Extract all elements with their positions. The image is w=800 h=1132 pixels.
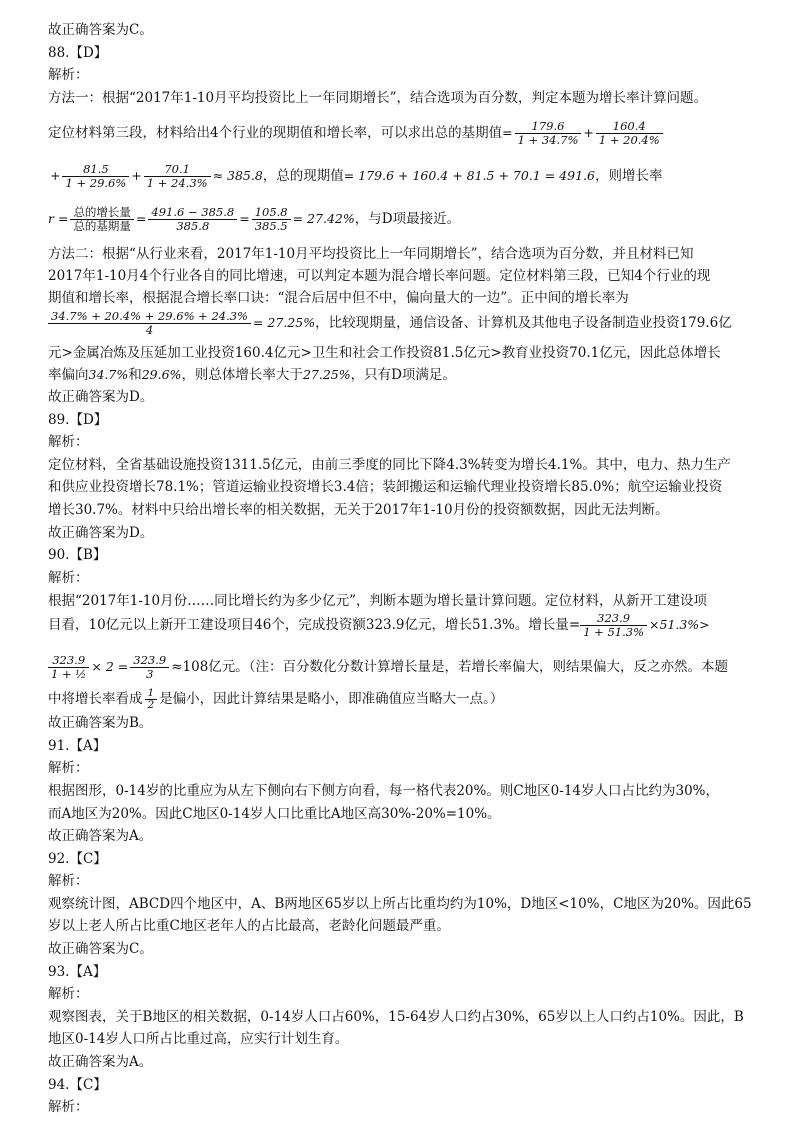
question-number-90: 90.【B】 xyxy=(48,547,107,563)
fraction-words xyxy=(70,206,134,233)
paragraph-line-half xyxy=(48,684,768,714)
question-number-92: 92.【C】 xyxy=(48,851,107,867)
plus-sign: + xyxy=(50,168,61,183)
equals-sign: = xyxy=(135,211,147,226)
paragraph-line: 岁以上老人所占比重C地区老年人的占比最高，老龄化问题最严重。 xyxy=(48,918,450,934)
fraction-denominator: 1 + 51.3% xyxy=(583,625,644,639)
formula-line-growth-amount xyxy=(48,608,768,642)
equals-sign: = xyxy=(239,211,250,226)
fraction-numerator: 34.7% + 20.4% + 29.6% + 24.3% xyxy=(48,310,251,324)
average-result: = 27.25% xyxy=(252,315,316,330)
growth-rate-result: = 27.42% xyxy=(292,211,355,226)
fraction-numerator: 105.8 xyxy=(252,206,291,220)
paragraph-line: 方法二：根据“从行业来看，2017年1-10月平均投资比上一年同期增长”，结合选项为百分数，并且材料已知 xyxy=(48,246,694,262)
answer-line: 故正确答案为B。 xyxy=(48,715,153,731)
answer-line: 故正确答案为C。 xyxy=(48,941,153,957)
paragraph-text: ≈108亿元。（注：百分数化分数计算增长量是，若增长率偏大，则结果偏大，反之亦然。本题 xyxy=(171,659,729,675)
fraction-105 xyxy=(252,206,291,233)
paragraph-text: ，与D项最接近。 xyxy=(354,211,461,227)
paragraph-text: ，总的现期值 xyxy=(262,168,344,184)
paragraph-line: 方法一：根据“2017年1-10月平均投资比上一年同期增长”，结合选项为百分数，判定本题为增长率计算问题。 xyxy=(48,90,707,106)
rate-29-6: 29.6% xyxy=(141,367,182,382)
formula-line-base-value xyxy=(48,116,768,150)
fraction-numerator: 323.9 xyxy=(580,612,647,626)
analysis-label: 解析： xyxy=(48,760,89,776)
fraction-denominator: 1 + 20.4% xyxy=(598,133,660,147)
question-number-93: 93.【A】 xyxy=(48,964,107,980)
paragraph-line: 期值和增长率，根据混合增长率口诀：“混合后居中但不中，偏向量大的一边”。正中间的增长率为 xyxy=(48,290,629,306)
fraction-denominator: 1 + 34.7% xyxy=(517,133,579,147)
paragraph-text: ，则增长率 xyxy=(594,168,663,184)
question-number-88: 88.【D】 xyxy=(48,45,108,61)
paragraph-line: 根据“2017年1-10月份……同比增长约为多少亿元”，判断本题为增长量计算问题。定位材料，从新开工建设项 xyxy=(48,593,707,609)
fraction-numerator: 323.9 xyxy=(48,654,89,668)
paragraph-line: 定位材料，全省基础设施投资1311.5亿元，由前三季度的同比下降4.3%转变为增长4.1%。其中，电力、热力生产 xyxy=(48,457,731,473)
paragraph-text: 率偏向 xyxy=(48,367,89,383)
formula-line-average xyxy=(48,306,768,340)
paragraph-line: 而A地区为20%。因此C地区0-14岁人口比重比A地区高30%-20%=10%。 xyxy=(48,806,501,822)
question-number-91: 91.【A】 xyxy=(48,738,107,754)
plus-sign: + xyxy=(131,168,142,183)
fraction-denominator: 385.5 xyxy=(254,219,288,233)
paragraph-line: 地区0-14岁人口所占比重过高，应实行计划生育。 xyxy=(48,1031,349,1047)
fraction-average xyxy=(48,310,251,337)
fraction-numerator: 1 xyxy=(145,688,158,700)
fraction-half xyxy=(145,688,158,711)
analysis-label: 解析： xyxy=(48,986,89,1002)
paragraph-text: 和 xyxy=(128,367,142,383)
formula-line-total-now xyxy=(50,159,770,193)
answer-line: 故正确答案为A。 xyxy=(48,1054,153,1070)
analysis-label: 解析： xyxy=(48,434,89,450)
paragraph-line: 和供应业投资增长78.1%；管道运输业投资增长3.4倍；装卸搬运和运输代理业投资增长85.0%；航空运输业投资 xyxy=(48,479,723,495)
fraction-denominator: 4 xyxy=(145,323,154,337)
fraction-numerator: 总的增长量 xyxy=(70,206,134,220)
plus-sign: + xyxy=(583,125,594,140)
question-number-94: 94.【C】 xyxy=(48,1077,107,1093)
growth-multiplier: ×51.3%> xyxy=(649,617,710,632)
paragraph-line: 增长30.7%。材料中只给出增长率的相关数据，无关于2017年1-10月份的投资额数据，因此无法判断。 xyxy=(48,502,669,518)
answer-line: 故正确答案为A。 xyxy=(48,828,153,844)
paragraph-line: 观察统计图，ABCD四个地区中，A、B两地区65岁以上所占比重均约为10%，D地区<10%，C地区为20%。因此65 xyxy=(48,896,752,912)
fraction-denominator: 385.8 xyxy=(176,219,210,233)
analysis-label: 解析： xyxy=(48,67,89,83)
equals-sign: = xyxy=(502,125,513,140)
times-two: × 2 = xyxy=(91,659,129,674)
fraction-denominator: 1 + ½ xyxy=(51,667,87,681)
paragraph-text: 是偏小，因此计算结果是略小，即准确值应当略大一点。） xyxy=(159,691,504,707)
fraction-denominator: 2 xyxy=(147,699,155,711)
paragraph-line-rates xyxy=(48,367,768,383)
paragraph-line: 2017年1-10月4个行业各自的同比增速，可以判定本题为混合增长率问题。定位材料第三段，已知4个行业的现 xyxy=(48,268,711,284)
approx-result: ≈ 385.8 xyxy=(212,168,263,183)
paragraph-text: ，比较现期量，通信设备、计算机及其他电子设备制造业投资179.6亿 xyxy=(315,315,732,331)
analysis-label: 解析： xyxy=(48,570,89,586)
fraction-diff xyxy=(148,206,237,233)
paragraph-text: 定位材料第三段，材料给出4个行业的现期值和增长率，可以求出总的基期值 xyxy=(48,125,503,141)
fraction-numerator: 323.9 xyxy=(130,654,169,668)
formula-line-growth-rate xyxy=(48,202,768,236)
fraction-81 xyxy=(62,163,129,190)
fraction-denominator: 3 xyxy=(146,667,154,681)
rate-34-7: 34.7% xyxy=(88,367,129,382)
answer-line: 故正确答案为D。 xyxy=(48,525,154,541)
total-now-formula: = 179.6 + 160.4 + 81.5 + 70.1 = 491.6 xyxy=(343,168,595,183)
fraction-estimate xyxy=(48,654,89,681)
paragraph-line: 元>金属冶炼及压延加工业投资160.4亿元>卫生和社会工作投资81.5亿元>教育业投资70.1亿元，因此总体增长 xyxy=(48,345,721,361)
fraction-70 xyxy=(144,163,211,190)
fraction-growth xyxy=(580,612,647,639)
analysis-label: 解析： xyxy=(48,873,89,889)
answer-line: 故正确答案为D。 xyxy=(48,389,154,405)
fraction-denominator: 1 + 29.6% xyxy=(65,176,127,190)
fraction-numerator: 81.5 xyxy=(62,163,129,177)
fraction-numerator: 179.6 xyxy=(515,120,582,134)
paragraph-line: 观察图表，关于B地区的相关数据，0-14岁人口占60%，15-64岁人口约占30%，65岁以上人口约占10%。因此，B xyxy=(48,1009,744,1025)
r-symbol: r = xyxy=(48,211,69,226)
question-number-89: 89.【D】 xyxy=(48,412,108,428)
fraction-denominator: 总的基期量 xyxy=(73,219,131,233)
fraction-final xyxy=(130,654,169,681)
rate-27-25: 27.25% xyxy=(302,367,351,382)
fraction-numerator: 491.6 − 385.8 xyxy=(148,206,237,220)
analysis-label: 解析： xyxy=(48,1099,89,1115)
fraction-179 xyxy=(515,120,582,147)
fraction-denominator: 1 + 24.3% xyxy=(146,176,208,190)
fraction-numerator: 160.4 xyxy=(596,120,663,134)
paragraph-text: 中将增长率看成 xyxy=(48,691,143,707)
paragraph-text: ，只有D项满足。 xyxy=(350,367,456,383)
paragraph-text: 目看，10亿元以上新开工建设项目46个，完成投资额323.9亿元，增长51.3%。增长量= xyxy=(48,617,581,633)
fraction-numerator: 70.1 xyxy=(144,163,211,177)
answer-line: 故正确答案为C。 xyxy=(48,22,153,38)
paragraph-line: 根据图形，0-14岁的比重应为从左下侧向右下侧方向看，每一格代表20%。则C地区0-14岁人口占比约为30%， xyxy=(48,783,719,799)
paragraph-text: ，则总体增长率大于 xyxy=(181,367,303,383)
formula-line-estimate xyxy=(48,650,768,684)
fraction-160 xyxy=(596,120,663,147)
